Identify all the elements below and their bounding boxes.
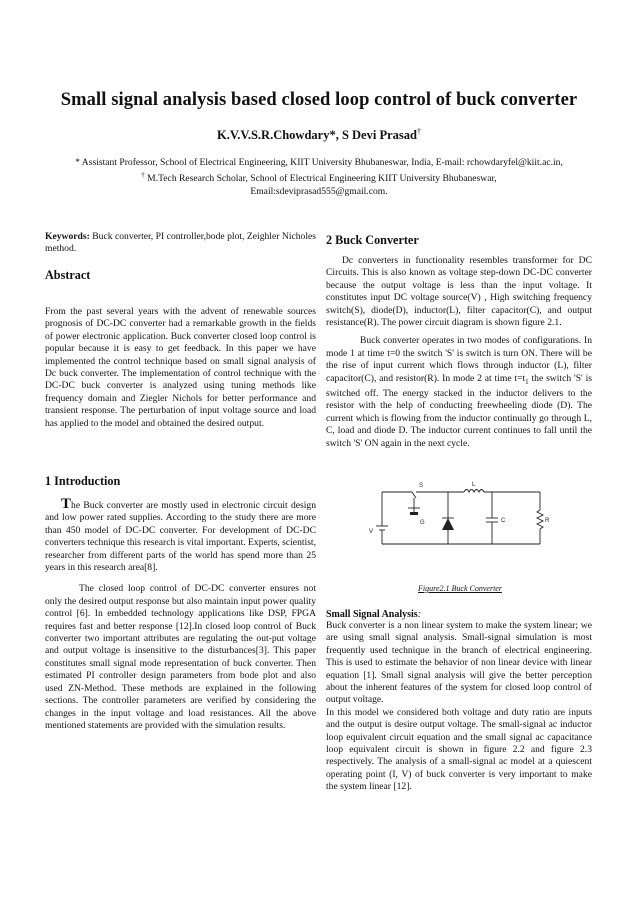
introduction-body xyxy=(45,498,316,732)
affiliations xyxy=(30,156,608,198)
buck-converter-circuit-diagram xyxy=(360,478,560,558)
small-signal-paragraph-2: In this model we considered both voltage and duty ratio are inputs and the output is desire output voltage. The small-signal ac inductor loop equivalent circuit equation and the small signal ac capacitance loop equivalent circuit is shown in figure 2.2 and figure 2.3 respectively. The analysis of a small-signal ac model at a quiescent operating point (I, V) of buck converter is very important to make the system linear [12]. xyxy=(326,706,592,793)
author-dagger: † xyxy=(416,127,421,136)
inductor-coil xyxy=(464,490,484,493)
diode-triangle xyxy=(442,518,454,530)
label-source: V xyxy=(369,529,374,535)
small-signal-heading-suffix: : xyxy=(417,609,422,620)
small-signal-heading-text: Small Signal Analysis xyxy=(326,609,418,620)
label-resistor: R xyxy=(545,518,550,524)
paper-title: Small signal analysis based closed loop control of buck converter xyxy=(60,90,578,110)
keywords-text: Buck converter, PI controller,bode plot, Zeighler Nicholes method. xyxy=(45,231,316,255)
introduction-paragraph-1-text: he Buck converter are mostly used in electronic circuit design and low power rated supplies. According to the study there are more than 450 model of DC-DC converter. For development of DC-DC converters technique this research is vital important. Experts, scientist, researcher from different parts of the world has spend more than 25 years in this research area[8]. xyxy=(45,500,316,574)
author-line xyxy=(0,127,638,143)
buck-paragraph-2-subscript: 1 xyxy=(525,377,529,386)
introduction-paragraph-2: The closed loop control of DC-DC converter ensures not only the desired output response but also maintain input power quality control [6]. In embedded technology applications like DSP, FPGA requires fast and better response [12].In closed loop control of Buck converter two important attributes are regulating the out-put voltage and output voltage is insensitive to the disturbances[3]. This paper constitutes small signal mode representation of buck converter. Then estimated PI controller design parameters from bode plot and also used ZN-Method. These methods are explained in the following sections. The controller parameters are verified by considering the changes in the input voltage and load resistances. All the above mentioned statements are provided with the simulation results. xyxy=(45,583,316,731)
author-names: K.V.V.S.R.Chowdary*, S Devi Prasad xyxy=(217,128,417,143)
affiliation-line-2 xyxy=(30,169,608,185)
keywords-label: Keywords: xyxy=(45,231,90,242)
abstract-text: From the past several years with the advent of renewable sources prognosis of DC-DC converter had a remarkable growth in the fields of power electronic application. Buck converter closed loop control is popular because it is easy to get feedback. In this paper we have implemented the control technique based on small signal analysis of Dc buck converter. The implementation of control technique with the DC-DC buck converter is analyzed using tuning methods like frequency domain and Ziegler Nichols for better performance and transient response. The perturbation of input voltage source and load has applied to the model and obtained the desired output. xyxy=(45,306,316,429)
label-inductor: L xyxy=(472,482,476,488)
keywords xyxy=(45,231,316,256)
affiliation-dagger: † xyxy=(141,171,145,179)
label-capacitor: C xyxy=(501,518,506,524)
affiliation-line-3: Email:sdeviprasad555@gmail.com. xyxy=(250,186,388,198)
introduction-paragraph-1 xyxy=(45,498,316,574)
introduction-heading: 1 Introduction xyxy=(45,474,121,488)
buck-paragraph-2 xyxy=(326,335,592,450)
buck-converter-body xyxy=(326,255,592,450)
resistor-zigzag xyxy=(537,510,543,529)
label-switch: S xyxy=(419,483,424,489)
buck-paragraph-2-part-a: Buck converter operates in two modes of configurations. In mode 1 at time t=0 the switch 'S' is switch is turn ON. There will be the rise of input current which flows through inductor (L), filter capacitor(C), and resistor(R). In mode 2 at time t=t xyxy=(326,335,592,384)
small-signal-body xyxy=(326,620,592,794)
abstract-heading: Abstract xyxy=(45,268,91,282)
switch-blade xyxy=(412,492,416,498)
figure-caption: Figure2.1 Buck Converter xyxy=(418,584,502,593)
buck-paragraph-1: Dc converters in functionality resembles transformer for DC Circuits. This is also known as voltage step-down DC-DC converter because the output voltage is less than the input voltage. It constitutes input DC voltage source(V) , High switching frequency switch(S), diode(D), inductor(L), filter capacitor(C), and output resistance(R). The power circuit diagram is shown figure 2.1. xyxy=(326,255,592,329)
buck-paragraph-2-part-b: the switch 'S' is switched off. The energy stacked in the inductor delivers to the resistor with the help of conducting freewheeling diode (D). The current which is flowing from the inductor continually go through L, C, load and diode D. The inductor current continues to fall until the switch 'S' ON again in the next cycle. xyxy=(326,372,592,449)
buck-converter-heading: 2 Buck Converter xyxy=(326,233,419,247)
label-gate: G xyxy=(420,520,425,526)
affiliation-line-2-text: M.Tech Research Scholar, School of Electrical Engineering KIIT University Bhubaneswar, xyxy=(144,173,497,185)
small-signal-paragraph-1: Buck converter is a non linear system to make the system linear; we are using small signal analysis. Small-signal simulation is most frequently used technique in the branch of electrical engineering. This is used to estimate the behavior of non linear device with linear equation [1]. Small signal analysis will give the better perception about the inherent features of the system for closed loop control of output voltage. xyxy=(326,620,592,706)
drop-cap: T xyxy=(61,496,72,512)
transistor-emitter xyxy=(410,512,418,515)
affiliation-line-1: * Assistant Professor, School of Electrical Engineering, KIIT University Bhubaneswar, India, E-mail: rchowdaryfel@kiit.ac.in, xyxy=(75,157,563,168)
